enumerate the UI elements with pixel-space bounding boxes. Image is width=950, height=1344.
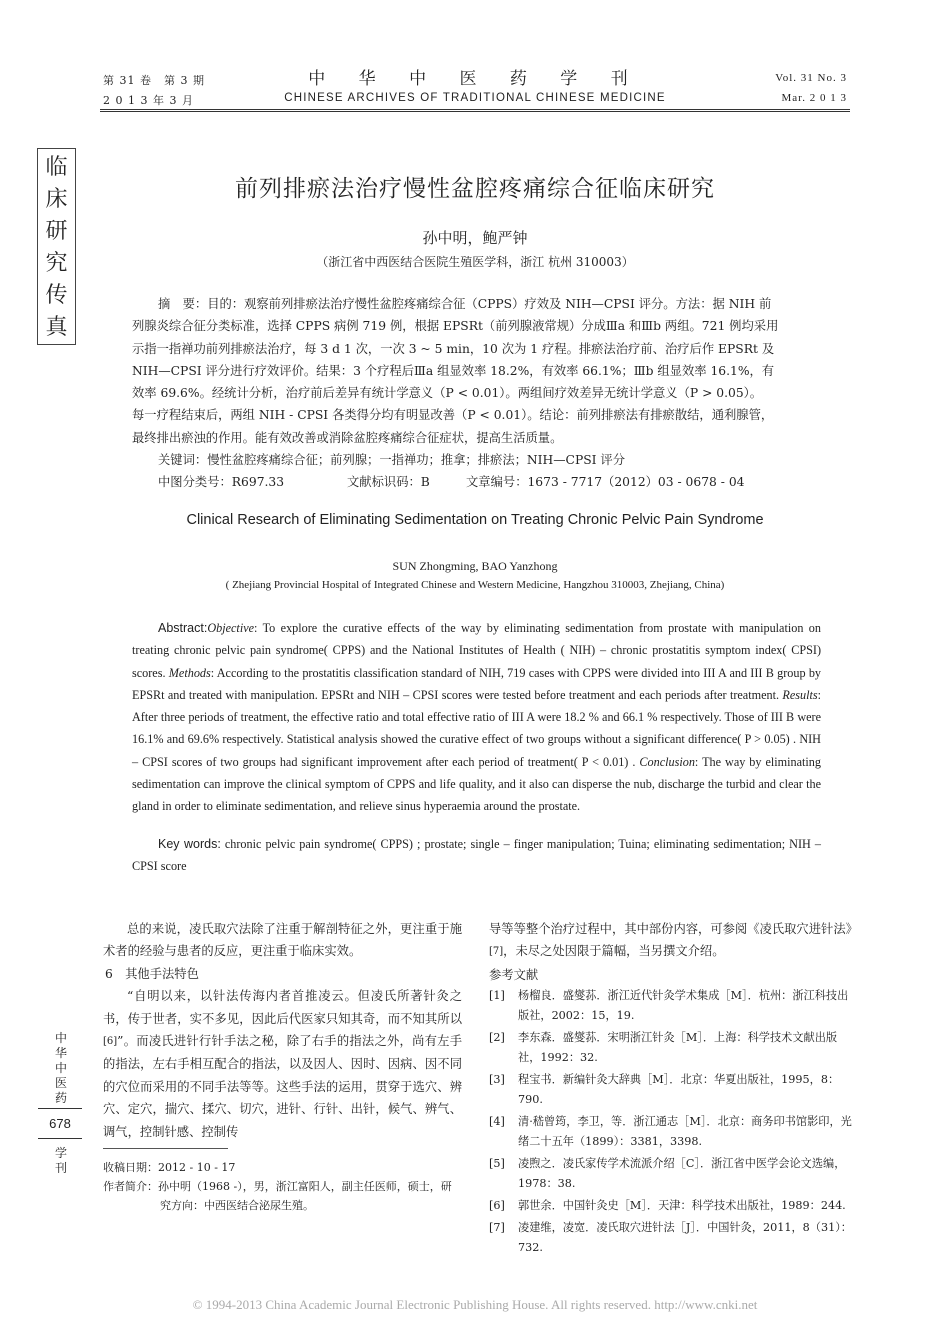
article-number: 文章编号：1673 - 7717（2012）03 - 0678 - 04 xyxy=(466,475,745,490)
keywords-en-text: chronic pelvic pain syndrome( CPPS) ; prostate; single – finger manipulation; Tuina; eliminating sedimentation; NIH – CPSI score xyxy=(132,837,821,874)
reference-number: [6] xyxy=(489,1199,505,1212)
keywords-cn: 关键词：慢性盆腔疼痛综合征；前列腺；一指禅功；推拿；排瘀法；NIH—CPSI 评分 xyxy=(158,453,626,468)
paragraph-text: ，未尽之处因限于篇幅，当另撰文介绍。 xyxy=(503,944,725,959)
authors-cn: 孙中明，鲍严钟 xyxy=(422,229,528,247)
section-label-char: 临 xyxy=(45,155,68,180)
abstract-cn-line: 列腺炎综合征分类标准，选择 CPPS 病例 719 例，根据 EPSRt（前列腺液常规）分成Ⅲa 和Ⅲb 两组。721 例均采用 xyxy=(132,319,779,334)
header-date-en: Mar. 2 0 1 3 xyxy=(781,92,847,104)
reference-number: [5] xyxy=(489,1157,505,1170)
copyright-footer: © 1994-2013 China Academic Journal Electronic Publishing House. All rights reserved. http://www.cnki.net xyxy=(192,1297,758,1312)
conclusion-text: : The way by eliminating sedimentation can improve the clinical symptom of CPPS and life quality, and it also can disperse the nub, discharge the turbid and clear the gland in order to eliminate sedimentation, and relieve sinus hyperaemia around the prostate. xyxy=(132,754,821,814)
abstract-cn-line: 效率 69.6%。经统计分析，治疗前后差异有统计学意义（P < 0.01）。两组间疗效差异无统计学意义（P > 0.05）。 xyxy=(132,386,763,401)
page-number: 678 xyxy=(49,1116,71,1131)
reference-item xyxy=(489,1028,852,1068)
objective-label: Objective xyxy=(207,621,255,635)
reference-item xyxy=(489,986,852,1026)
reference-text: 杨榴良．盛燮荪．浙江近代针灸学术集成［M］．杭州：浙江科技出版社，2002：15，19. xyxy=(518,989,849,1022)
paragraph: 总的来说，凌氏取穴法除了注重于解剖特征之外，更注重于施术者的经验与患者的反应，更注重于临床实效。 xyxy=(103,922,462,959)
header-volume-cn: 第 31 卷 第 3 期 xyxy=(103,74,205,87)
paragraph-text: 导等等整个治疗过程中，其中部份内容，可参阅《凌氏取穴进针法》 xyxy=(489,922,858,936)
references-list xyxy=(489,986,852,1258)
received-date: 收稿日期：2012 - 10 - 17 xyxy=(103,1161,236,1174)
reference-number: [4] xyxy=(489,1115,505,1128)
header-volume-en: Vol. 31 No. 3 xyxy=(775,72,847,84)
paragraph xyxy=(489,918,858,964)
conclusion-label: Conclusion xyxy=(639,754,695,769)
page-number-rule-bottom xyxy=(38,1138,82,1139)
reference-text: 凌建维，凌宽．凌氏取穴进针法［J］．中国针灸，2011，8（31）：732. xyxy=(518,1221,852,1254)
document-code: 文献标识码：B xyxy=(347,475,430,490)
margin-char: 中 xyxy=(54,1061,67,1075)
header-rule-double xyxy=(100,111,850,112)
reference-number: [7] xyxy=(489,1221,505,1234)
margin-char: 药 xyxy=(54,1091,67,1105)
reference-item xyxy=(489,1154,852,1194)
paper-title-cn: 前列排瘀法治疗慢性盆腔疼痛综合征临床研究 xyxy=(235,176,715,202)
methods-label: Methods xyxy=(168,665,211,680)
margin-journal-suffix xyxy=(48,1146,74,1176)
left-column xyxy=(103,918,462,1143)
reference-number: [2] xyxy=(489,1031,505,1044)
abstract-en xyxy=(132,617,821,818)
reference-item xyxy=(489,1218,852,1258)
reference-number: [3] xyxy=(489,1073,505,1086)
abstract-cn-line: 每一疗程结束后，两组 NIH - CPSI 各类得分均有明显改善（P < 0.01）。结论：前列排瘀法有排瘀散结，通利腺管， xyxy=(132,408,774,423)
reference-text: 凌煦之．凌氏家传学术流派介绍［C］．浙江省中医学会论文选编，1978：38. xyxy=(518,1157,846,1190)
header-rule xyxy=(100,109,850,110)
margin-char: 华 xyxy=(54,1046,67,1060)
abstract-cn xyxy=(132,293,832,493)
section-label-char: 研 xyxy=(45,219,68,244)
keywords-en-label: Key words: xyxy=(158,837,221,851)
reference-text: 清·嵇曾筠，李卫，等．浙江通志［M］．北京：商务印书馆影印，光绪二十五年（1899）：3381，3398. xyxy=(518,1115,852,1148)
reference-item xyxy=(489,1196,852,1216)
footnote-rule xyxy=(103,1148,228,1149)
reference-item xyxy=(489,1112,852,1152)
header-journal-en: CHINESE ARCHIVES OF TRADITIONAL CHINESE MEDICINE xyxy=(284,92,666,104)
paragraph xyxy=(103,985,462,1143)
author-introduction: 作者简介：孙中明（1968 -），男，浙江富阳人，副主任医师，硕士，研究方向：中西医结合泌尿生殖。 xyxy=(103,1180,452,1212)
reference-text: 郭世余．中国针灸史［M］．天津：科学技术出版社，1989：244. xyxy=(518,1199,846,1212)
abstract-cn-line: 摘 要：目的：观察前列排瘀法治疗慢性盆腔疼痛综合征（CPPS）疗效及 NIH—CPSI 评分。方法：据 NIH 前 xyxy=(158,297,772,311)
margin-char: 刊 xyxy=(54,1161,67,1175)
margin-char: 学 xyxy=(54,1146,67,1160)
abstract-cn-line: NIH—CPSI 评分进行疗效评价。结果：3 个疗程后Ⅲa 组显效率 18.2%，有效率 66.1%；Ⅲb 组显效率 16.1%，有 xyxy=(132,363,775,378)
results-label: Results xyxy=(782,687,818,702)
citation-ref: [7] xyxy=(489,946,504,958)
header-date-cn: 2 0 1 3 年 3 月 xyxy=(103,94,194,107)
right-column xyxy=(489,918,858,986)
affiliation-cn: （浙江省中西医结合医院生殖医学科，浙江 杭州 310003） xyxy=(316,255,634,269)
abstract-cn-line: 示指一指禅功前列排瘀法治疗，每 3 d 1 次，一次 3 ~ 5 min，10 次为 1 疗程。排瘀法治疗前、治疗后作 EPSRt 及 xyxy=(132,341,775,356)
header-journal-cn: 中 华 中 医 药 学 刊 xyxy=(308,69,642,89)
abstract-en-label: Abstract: xyxy=(158,621,208,635)
authors-en: SUN Zhongming, BAO Yanzhong xyxy=(392,559,558,573)
reference-text: 程宝书．新编针灸大辞典［M］．北京：华夏出版社，1995，8：790. xyxy=(518,1073,840,1106)
margin-char: 医 xyxy=(54,1076,67,1090)
margin-journal-name xyxy=(48,1031,74,1106)
references-heading: 参考文献 xyxy=(489,967,539,982)
reference-number: [1] xyxy=(489,989,505,1002)
paper-title-en: Clinical Research of Eliminating Sedimentation on Treating Chronic Pelvic Pain Syndrome xyxy=(186,512,764,528)
methods-text: : According to the prostatitis classification standard of NIH, 719 cases with CPPS were divided into III A and III B group by EPSRt and treated with manipulation. EPSRt and NIH – CPSI scores were tested before treatment and each periods after treatment. xyxy=(132,665,822,702)
affiliation-en: ( Zhejiang Provincial Hospital of Integrated Chinese and Western Medicine, Hangzhou 310003, Zhejiang, China) xyxy=(225,579,725,591)
reference-item xyxy=(489,1070,852,1110)
section-label-char: 传 xyxy=(45,283,68,308)
section-label-char: 床 xyxy=(45,187,68,212)
section-label-char: 究 xyxy=(45,251,68,276)
page-number-rule-top xyxy=(38,1108,82,1109)
keywords-en xyxy=(132,833,821,878)
abstract-cn-line: 最终排出瘀浊的作用。能有效改善或消除盆腔疼痛综合征症状，提高生活质量。 xyxy=(132,430,563,445)
paragraph-text: “自明以来，以针法传海内者首推凌云。但凌氏所著针灸之书，传于世者，实不多见，因此后代医家只知其奇，而不知其所以 xyxy=(103,989,462,1026)
results-text: : After three periods of treatment, the effective ratio and total effective ratio of III A were 18.2 % and 66.1 % respectively. Those of III B were 16.1% and 69.6% respectively. Statistical analysis showed the curative effect of two groups without a significant difference( P > 0.05) . NIH – CPSI scores of two groups had significant improvement after each period of treatment( P < 0.01) . xyxy=(132,687,822,769)
paragraph-text: ”。而凌氏进针行针手法之秘，除了右手的指法之外，尚有左手的指法，左右手相互配合的指法，以及因人、因时、因病、因不同的穴位而采用的不同手法等等。这些手法的运用，贯穿于选穴、辨穴、定穴，揣穴、揉穴、切穴，进针、行针、出针，候气、辨气、调气，控制针感、控制传 xyxy=(103,1034,462,1139)
classification-row xyxy=(132,471,832,493)
margin-char: 中 xyxy=(54,1031,67,1045)
clc-number: 中图分类号：R697.33 xyxy=(158,475,285,490)
reference-text: 李东森．盛燮荪．宋明浙江针灸［M］．上海：科学技术文献出版社，1992：32. xyxy=(518,1031,838,1064)
footnotes xyxy=(103,1158,462,1215)
section-label-char: 真 xyxy=(45,315,68,340)
section-heading: 6 其他手法特色 xyxy=(105,966,199,981)
citation-ref: [6] xyxy=(103,1036,118,1048)
objective-text: : To explore the curative effects of the way by eliminating sedimentation from prostate with manipulation on treating chronic pelvic pain syndrome( CPPS) and the National Institutes of Health ( NIH) – chronic prostatitis symptom index( CPSI) scores. xyxy=(132,621,821,680)
